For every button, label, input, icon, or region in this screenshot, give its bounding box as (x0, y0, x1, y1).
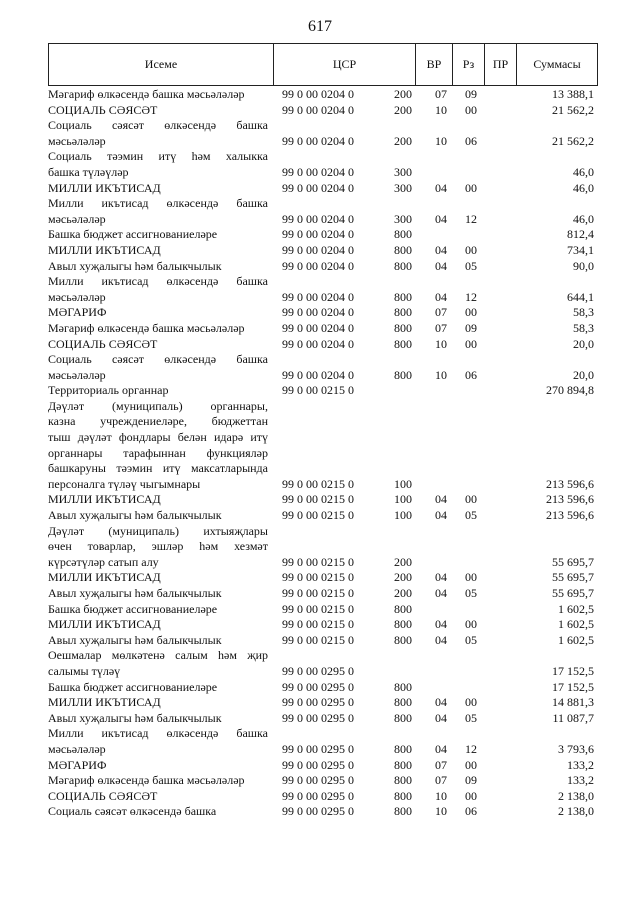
row-vr: 800 (394, 336, 412, 351)
row-vr: 800 (394, 632, 412, 647)
row-pr: 12 (465, 289, 477, 304)
row-sum: 133,2 (567, 757, 594, 772)
table-header (48, 43, 598, 86)
table-row (48, 103, 608, 119)
row-name-line: Авыл хуҗалыгы һәм балыкчылык (48, 258, 222, 273)
row-csr: 99 0 00 0295 0 (282, 663, 354, 678)
row-csr: 99 0 00 0215 0 (282, 554, 354, 569)
row-name-line: Башка бюджет ассигнованиеләре (48, 679, 218, 694)
row-name (48, 524, 268, 571)
row-vr: 200 (394, 554, 412, 569)
row-sum: 46,0 (573, 211, 594, 226)
table-row (48, 711, 608, 727)
row-name (48, 321, 268, 337)
row-rz: 07 (435, 320, 447, 335)
row-vr: 800 (394, 289, 412, 304)
table-row (48, 524, 608, 571)
row-csr: 99 0 00 0295 0 (282, 804, 354, 819)
row-name (48, 337, 268, 353)
header-rz: Рз (462, 57, 475, 71)
row-name-line: Дәүләт (муниципаль) ихтыяҗлары (48, 523, 268, 538)
row-name (48, 726, 268, 757)
row-rz (426, 680, 456, 696)
row-sum: 13 388,1 (552, 87, 594, 101)
row-name-line: СОЦИАЛЬ СӘЯСӘТ (48, 788, 158, 803)
row-csr: 99 0 00 0295 0 (282, 679, 354, 694)
row-rz (426, 383, 456, 399)
row-vr: 300 (394, 180, 412, 195)
row-vr: 800 (394, 804, 412, 819)
row-csr: 99 0 00 0204 0 (282, 305, 354, 320)
row-rz: 04 (435, 695, 447, 710)
row-sum: 3 793,6 (558, 741, 594, 756)
row-name-line: башкаруны тәэмин итү максатларында (48, 461, 268, 476)
row-pr: 00 (465, 102, 477, 117)
row-csr: 99 0 00 0295 0 (282, 773, 354, 788)
table-row (48, 243, 608, 259)
row-name (48, 680, 268, 696)
row-pr (456, 227, 486, 243)
row-pr: 00 (465, 617, 477, 632)
budget-table-body (48, 87, 608, 820)
table-row (48, 586, 608, 602)
page-number: 617 (308, 18, 332, 35)
row-name (48, 758, 268, 774)
row-rz: 10 (435, 336, 447, 351)
row-vr: 200 (394, 586, 412, 600)
row-pr (456, 165, 486, 181)
header-name: Исеме (144, 57, 178, 71)
row-vr: 800 (394, 710, 412, 725)
row-name (48, 773, 268, 789)
row-rz (426, 227, 456, 243)
row-vr: 800 (394, 601, 412, 616)
row-rz: 04 (435, 570, 447, 585)
row-rz: 04 (435, 242, 447, 257)
row-name (48, 617, 268, 633)
row-sum: 270 894,8 (546, 383, 594, 398)
row-csr: 99 0 00 0215 0 (282, 492, 354, 507)
header-csr: ЦСР (332, 57, 357, 71)
row-name (48, 259, 268, 275)
row-csr: 99 0 00 0215 0 (282, 476, 354, 491)
row-vr: 200 (394, 570, 412, 585)
row-pr (456, 602, 486, 618)
row-vr: 800 (394, 227, 412, 242)
row-sum: 213 596,6 (546, 508, 594, 523)
row-rz: 07 (435, 305, 447, 320)
row-pr: 00 (465, 492, 477, 507)
row-name (48, 181, 268, 197)
row-rz: 07 (435, 773, 447, 788)
table-row (48, 259, 608, 275)
row-sum: 46,0 (573, 164, 594, 179)
row-name (48, 695, 268, 711)
row-sum: 58,3 (573, 305, 594, 320)
row-csr: 99 0 00 0204 0 (282, 289, 354, 304)
row-sum: 46,0 (573, 180, 594, 195)
row-pr: 00 (465, 788, 477, 803)
row-vr: 800 (394, 695, 412, 710)
row-rz: 10 (435, 804, 447, 819)
row-pr: 00 (465, 757, 477, 772)
row-rz: 10 (435, 788, 447, 803)
row-csr: 99 0 00 0204 0 (282, 211, 354, 226)
row-pr: 00 (465, 695, 477, 710)
table-row (48, 758, 608, 774)
row-name (48, 570, 268, 586)
row-name-line: СОЦИАЛЬ СӘЯСӘТ (48, 336, 158, 351)
table-row (48, 492, 608, 508)
row-sum: 1 602,5 (558, 617, 594, 632)
row-vr: 800 (394, 258, 412, 273)
row-csr: 99 0 00 0204 0 (282, 242, 354, 257)
row-rz: 07 (435, 87, 447, 101)
row-vr: 100 (394, 508, 412, 523)
row-csr: 99 0 00 0204 0 (282, 258, 354, 273)
row-name-line: МӘГАРИФ (48, 305, 107, 320)
row-name (48, 243, 268, 259)
row-sum: 20,0 (573, 336, 594, 351)
row-csr: 99 0 00 0215 0 (282, 632, 354, 647)
row-name (48, 602, 268, 618)
row-name-line: Авыл хуҗалыгы һәм балыкчылык (48, 508, 222, 523)
row-name-line: МИЛЛИ ИКЪТИСАД (48, 570, 161, 585)
row-rz: 04 (435, 492, 447, 507)
row-vr: 100 (394, 492, 412, 507)
row-rz: 04 (435, 258, 447, 273)
table-row (48, 274, 608, 305)
row-rz: 04 (435, 617, 447, 632)
row-name-line: Милли икътисад өлкәсендә башка (48, 196, 268, 211)
row-name-line: Мәгариф өлкәсендә башка мәсьәләләр (48, 87, 245, 101)
row-name-line: мәсьәләләр (48, 211, 106, 226)
row-name-line: Социаль сәясәт өлкәсендә башка (48, 804, 217, 819)
row-csr: 99 0 00 0215 0 (282, 383, 354, 398)
row-pr: 05 (465, 710, 477, 725)
table-row (48, 305, 608, 321)
header-vr: ВР (426, 57, 442, 71)
row-sum: 14 881,3 (552, 695, 594, 710)
row-vr: 300 (394, 211, 412, 226)
row-pr: 05 (465, 632, 477, 647)
table-row (48, 804, 608, 820)
row-name-line: Социаль тәэмин итү һәм халыкка (48, 149, 268, 164)
table-row (48, 118, 608, 149)
table-row (48, 352, 608, 383)
row-sum: 213 596,6 (546, 476, 594, 491)
table-row (48, 337, 608, 353)
row-rz: 10 (435, 102, 447, 117)
row-name (48, 383, 268, 399)
row-csr: 99 0 00 0204 0 (282, 320, 354, 335)
header-sum: Суммасы (533, 57, 581, 71)
row-rz (426, 477, 456, 493)
row-vr: 800 (394, 741, 412, 756)
row-rz: 04 (435, 741, 447, 756)
row-pr: 06 (465, 367, 477, 382)
row-vr: 300 (394, 164, 412, 179)
row-vr: 800 (394, 679, 412, 694)
row-name (48, 789, 268, 805)
row-name (48, 399, 268, 493)
row-csr: 99 0 00 0215 0 (282, 617, 354, 632)
row-name-line: күрсәтүләр сатып алу (48, 554, 159, 569)
row-rz: 04 (435, 289, 447, 304)
row-rz: 04 (435, 586, 447, 600)
row-sum: 11 087,7 (552, 710, 594, 725)
row-name (48, 633, 268, 649)
row-rz: 04 (435, 211, 447, 226)
table-row (48, 648, 608, 679)
row-pr: 06 (465, 133, 477, 148)
row-pr: 12 (465, 211, 477, 226)
row-csr: 99 0 00 0295 0 (282, 695, 354, 710)
row-vr: 800 (394, 757, 412, 772)
row-pr (456, 477, 486, 493)
row-vr: 800 (394, 320, 412, 335)
row-vr: 200 (394, 102, 412, 117)
row-name-line: Мәгариф өлкәсендә башка мәсьәләләр (48, 773, 245, 788)
row-rz: 04 (435, 710, 447, 725)
row-name-line: Башка бюджет ассигнованиеләре (48, 601, 218, 616)
table-row (48, 227, 608, 243)
row-name-line: МӘГАРИФ (48, 757, 107, 772)
row-csr: 99 0 00 0295 0 (282, 710, 354, 725)
table-row (48, 789, 608, 805)
row-name-line: Авыл хуҗалыгы һәм балыкчылык (48, 586, 222, 600)
row-name-line: Территориаль органнар (48, 383, 169, 398)
row-vr: 800 (394, 617, 412, 632)
table-row (48, 570, 608, 586)
row-name-line: МИЛЛИ ИКЪТИСАД (48, 242, 161, 257)
row-name-line: органнары тарафыннан функцияләр (48, 445, 268, 460)
row-name-line: тыш дәүләт фондлары белән идарә итү (48, 430, 268, 445)
table-row (48, 680, 608, 696)
row-vr (388, 383, 426, 399)
row-sum: 2 138,0 (558, 788, 594, 803)
row-pr: 06 (465, 804, 477, 819)
row-csr: 99 0 00 0204 0 (282, 180, 354, 195)
row-vr (388, 664, 426, 680)
row-name-line: Авыл хуҗалыгы һәм балыкчылык (48, 632, 222, 647)
row-name (48, 648, 268, 679)
row-name (48, 508, 268, 524)
row-name (48, 149, 268, 180)
row-vr: 800 (394, 305, 412, 320)
table-row (48, 633, 608, 649)
row-sum: 17 152,5 (552, 663, 594, 678)
row-vr: 800 (394, 773, 412, 788)
row-csr: 99 0 00 0295 0 (282, 757, 354, 772)
row-pr (456, 555, 486, 571)
table-row (48, 695, 608, 711)
row-sum: 213 596,6 (546, 492, 594, 507)
row-pr (456, 680, 486, 696)
row-csr: 99 0 00 0215 0 (282, 570, 354, 585)
table-row (48, 149, 608, 180)
table-row (48, 773, 608, 789)
row-sum: 133,2 (567, 773, 594, 788)
row-name-line: Оешмалар мөлкәтенә салым һәм җир (48, 648, 268, 663)
row-rz (426, 602, 456, 618)
row-pr: 05 (465, 508, 477, 523)
row-sum: 2 138,0 (558, 804, 594, 819)
row-sum: 55 695,7 (552, 554, 594, 569)
row-rz (426, 555, 456, 571)
row-name-line: мәсьәләләр (48, 133, 106, 148)
row-vr: 800 (394, 242, 412, 257)
row-pr: 09 (465, 320, 477, 335)
row-name-line: мәсьәләләр (48, 367, 106, 382)
row-name (48, 492, 268, 508)
row-name-line: МИЛЛИ ИКЪТИСАД (48, 180, 161, 195)
row-name (48, 227, 268, 243)
row-name (48, 305, 268, 321)
row-csr: 99 0 00 0204 0 (282, 102, 354, 117)
row-rz: 10 (435, 367, 447, 382)
row-rz: 04 (435, 508, 447, 523)
row-csr: 99 0 00 0204 0 (282, 367, 354, 382)
row-csr: 99 0 00 0204 0 (282, 227, 354, 242)
row-name (48, 118, 268, 149)
row-sum: 55 695,7 (552, 570, 594, 585)
row-vr: 200 (394, 133, 412, 148)
row-sum: 1 602,5 (558, 632, 594, 647)
row-name-line: Социаль сәясәт өлкәсендә башка (48, 118, 268, 133)
row-name (48, 196, 268, 227)
row-name (48, 586, 268, 602)
table-row (48, 383, 608, 399)
row-name-line: өчен товарлар, эшләр һәм хезмәт (48, 539, 268, 554)
row-name-line: МИЛЛИ ИКЪТИСАД (48, 492, 161, 507)
row-sum: 644,1 (567, 289, 594, 304)
row-sum: 812,4 (567, 227, 594, 242)
row-name-line: Башка бюджет ассигнованиеләре (48, 227, 218, 242)
row-sum: 734,1 (567, 242, 594, 257)
row-pr: 05 (465, 258, 477, 273)
row-sum: 20,0 (573, 367, 594, 382)
row-rz (426, 165, 456, 181)
row-pr: 05 (465, 586, 477, 600)
row-csr: 99 0 00 0215 0 (282, 586, 354, 600)
row-pr: 00 (465, 242, 477, 257)
row-name-line: Дәүләт (муниципаль) органнары, (48, 398, 268, 413)
row-name (48, 711, 268, 727)
row-pr: 12 (465, 741, 477, 756)
row-sum: 58,3 (573, 320, 594, 335)
row-name-line: Милли икътисад өлкәсендә башка (48, 726, 268, 741)
table-row (48, 321, 608, 337)
row-pr: 09 (465, 773, 477, 788)
row-name-line: МИЛЛИ ИКЪТИСАД (48, 617, 161, 632)
row-sum: 21 562,2 (552, 102, 594, 117)
row-csr: 99 0 00 0204 0 (282, 133, 354, 148)
row-csr: 99 0 00 0215 0 (282, 601, 354, 616)
row-name (48, 352, 268, 383)
row-pr: 09 (465, 87, 477, 101)
row-name-line: Милли икътисад өлкәсендә башка (48, 274, 268, 289)
row-csr: 99 0 00 0204 0 (282, 336, 354, 351)
header-pr: ПР (492, 57, 509, 71)
table-row (48, 617, 608, 633)
table-row (48, 726, 608, 757)
row-vr: 800 (394, 367, 412, 382)
row-name-line: СОЦИАЛЬ СӘЯСӘТ (48, 102, 158, 117)
row-name (48, 103, 268, 119)
row-name (48, 87, 268, 103)
row-pr: 00 (465, 180, 477, 195)
row-name-line: мәсьәләләр (48, 741, 106, 756)
row-sum: 1 602,5 (558, 601, 594, 616)
table-row (48, 181, 608, 197)
row-pr: 00 (465, 305, 477, 320)
row-name-line: мәсьәләләр (48, 289, 106, 304)
row-name-line: салымы түләү (48, 663, 121, 678)
row-sum: 21 562,2 (552, 133, 594, 148)
row-name-line: МИЛЛИ ИКЪТИСАД (48, 695, 161, 710)
row-csr: 99 0 00 0215 0 (282, 508, 354, 523)
row-name (48, 804, 268, 820)
row-name-line: башка түләүләр (48, 164, 129, 179)
row-vr: 100 (394, 476, 412, 491)
row-rz (426, 664, 456, 680)
row-pr (456, 383, 486, 399)
row-rz: 04 (435, 180, 447, 195)
table-row (48, 508, 608, 524)
row-pr (456, 664, 486, 680)
row-rz: 10 (435, 133, 447, 148)
row-name-line: Мәгариф өлкәсендә башка мәсьәләләр (48, 320, 245, 335)
row-csr: 99 0 00 0295 0 (282, 741, 354, 756)
row-sum: 90,0 (573, 258, 594, 273)
row-csr: 99 0 00 0204 0 (282, 164, 354, 179)
row-name-line: Социаль сәясәт өлкәсендә башка (48, 352, 268, 367)
row-name-line: Авыл хуҗалыгы һәм балыкчылык (48, 710, 222, 725)
row-sum: 17 152,5 (552, 679, 594, 694)
row-vr: 800 (394, 788, 412, 803)
row-name-line: персоналга түләү чыгымнары (48, 476, 201, 491)
row-csr: 99 0 00 0204 0 (282, 87, 354, 101)
table-row (48, 399, 608, 493)
table-row (48, 87, 608, 103)
row-name (48, 274, 268, 305)
row-pr: 00 (465, 336, 477, 351)
row-name-line: казна учреждениеләре, бюджеттан (48, 414, 268, 429)
row-pr: 00 (465, 570, 477, 585)
row-rz: 07 (435, 757, 447, 772)
row-sum: 55 695,7 (552, 586, 594, 600)
row-rz: 04 (435, 632, 447, 647)
table-row (48, 196, 608, 227)
table-row (48, 602, 608, 618)
row-csr: 99 0 00 0295 0 (282, 788, 354, 803)
row-vr: 200 (394, 87, 412, 101)
